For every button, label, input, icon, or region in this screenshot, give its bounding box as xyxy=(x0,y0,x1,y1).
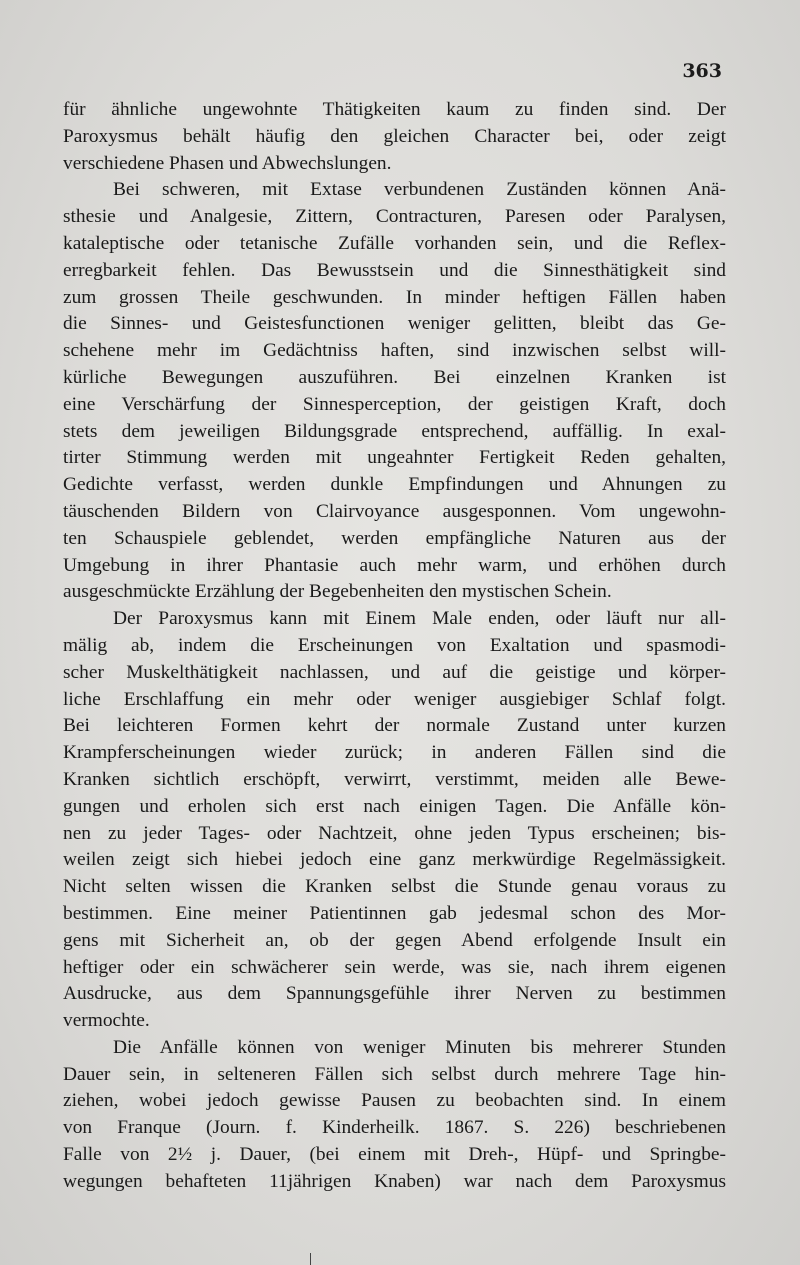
text-line: mälig ab, indem die Erscheinungen von Exaltation und spasmodi- xyxy=(63,634,726,656)
page-number: 363 xyxy=(682,60,722,82)
text-line: Die Anfälle können von weniger Minuten bis mehrerer Stunden xyxy=(113,1036,726,1058)
text-line: sthesie und Analgesie, Zittern, Contracturen, Paresen oder Paralysen, xyxy=(63,206,726,228)
text-line: die Sinnes- und Geistesfunctionen weniger gelitten, bleibt das Ge- xyxy=(63,313,726,335)
text-line: von Franque (Journ. f. Kinderheilk. 1867. S. 226) beschriebenen xyxy=(63,1117,726,1139)
text-line: gungen und erholen sich erst nach einigen Tagen. Die Anfälle kön- xyxy=(63,795,726,817)
text-line: wegungen behafteten 11jährigen Knaben) war nach dem Paroxysmus xyxy=(63,1170,726,1192)
text-line: nen zu jeder Tages- oder Nachtzeit, ohne jeden Typus erscheinen; bis- xyxy=(63,822,726,844)
text-line: täuschenden Bildern von Clairvoyance ausgesponnen. Vom ungewohn- xyxy=(63,500,726,522)
text-line: heftiger oder ein schwächerer sein werde, was sie, nach ihrem eigenen xyxy=(63,956,726,978)
text-line: für ähnliche ungewohnte Thätigkeiten kaum zu finden sind. Der xyxy=(63,99,726,120)
text-line: zum grossen Theile geschwunden. In minder heftigen Fällen haben xyxy=(63,286,726,308)
text-line: Falle von 2½ j. Dauer, (bei einem mit Dreh-, Hüpf- und Springbe- xyxy=(63,1144,726,1166)
text-line: scher Muskelthätigkeit nachlassen, und auf die geistige und körper- xyxy=(63,661,726,683)
text-line: kürliche Bewegungen auszuführen. Bei einzelnen Kranken ist xyxy=(63,366,726,388)
text-line: ziehen, wobei jedoch gewisse Pausen zu beobachten sind. In einem xyxy=(63,1090,726,1112)
text-line: Umgebung in ihrer Phantasie auch mehr warm, und erhöhen durch xyxy=(63,554,726,576)
text-line: Bei schweren, mit Extase verbundenen Zuständen können Anä- xyxy=(113,179,726,201)
text-line: Paroxysmus behält häufig den gleichen Character bei, oder zeigt xyxy=(63,125,726,147)
scan-artifact xyxy=(310,1253,311,1265)
text-line: Kranken sichtlich erschöpft, verwirrt, verstimmt, meiden alle Bewe- xyxy=(63,768,726,790)
text-line: ten Schauspiele geblendet, werden empfängliche Naturen aus der xyxy=(63,527,726,549)
text-line: bestimmen. Eine meiner Patientinnen gab jedesmal schon des Mor- xyxy=(63,902,726,924)
text-line: ausgeschmückte Erzählung der Begebenheiten den mystischen Schein. xyxy=(63,581,612,603)
text-line: schehene mehr im Gedächtniss haften, sind inzwischen selbst will- xyxy=(63,340,726,362)
text-line: Der Paroxysmus kann mit Einem Male enden, oder läuft nur all- xyxy=(113,608,726,630)
text-line: gens mit Sicherheit an, ob der gegen Abend erfolgende Insult ein xyxy=(63,929,726,951)
body-text xyxy=(63,97,726,1196)
text-line: stets dem jeweiligen Bildungsgrade entsprechend, auffällig. In exal- xyxy=(63,420,726,442)
text-line: Krampferscheinungen wieder zurück; in anderen Fällen sind die xyxy=(63,742,726,764)
text-line: erregbarkeit fehlen. Das Bewusstsein und die Sinnesthätigkeit sind xyxy=(63,259,726,281)
text-line: liche Erschlaffung ein mehr oder weniger ausgiebiger Schlaf folgt. xyxy=(63,688,726,710)
text-line: verschiedene Phasen und Abwechslungen. xyxy=(63,152,392,174)
text-line: Bei leichteren Formen kehrt der normale Zustand unter kurzen xyxy=(63,715,726,737)
text-line: weilen zeigt sich hiebei jedoch eine ganz merkwürdige Regelmässigkeit. xyxy=(63,849,726,871)
text-line: Ausdrucke, aus dem Spannungsgefühle ihrer Nerven zu bestimmen xyxy=(63,983,726,1005)
text-line: Gedichte verfasst, werden dunkle Empfindungen und Ahnungen zu xyxy=(63,474,726,496)
text-line: Nicht selten wissen die Kranken selbst die Stunde genau voraus zu xyxy=(63,876,726,898)
text-line: tirter Stimmung werden mit ungeahnter Fertigkeit Reden gehalten, xyxy=(63,447,726,469)
text-line: kataleptische oder tetanische Zufälle vorhanden sein, und die Reflex- xyxy=(63,232,726,254)
text-line: Dauer sein, in selteneren Fällen sich selbst durch mehrere Tage hin- xyxy=(63,1063,726,1085)
text-line: eine Verschärfung der Sinnesperception, der geistigen Kraft, doch xyxy=(63,393,726,415)
text-line: vermochte. xyxy=(63,1010,150,1032)
